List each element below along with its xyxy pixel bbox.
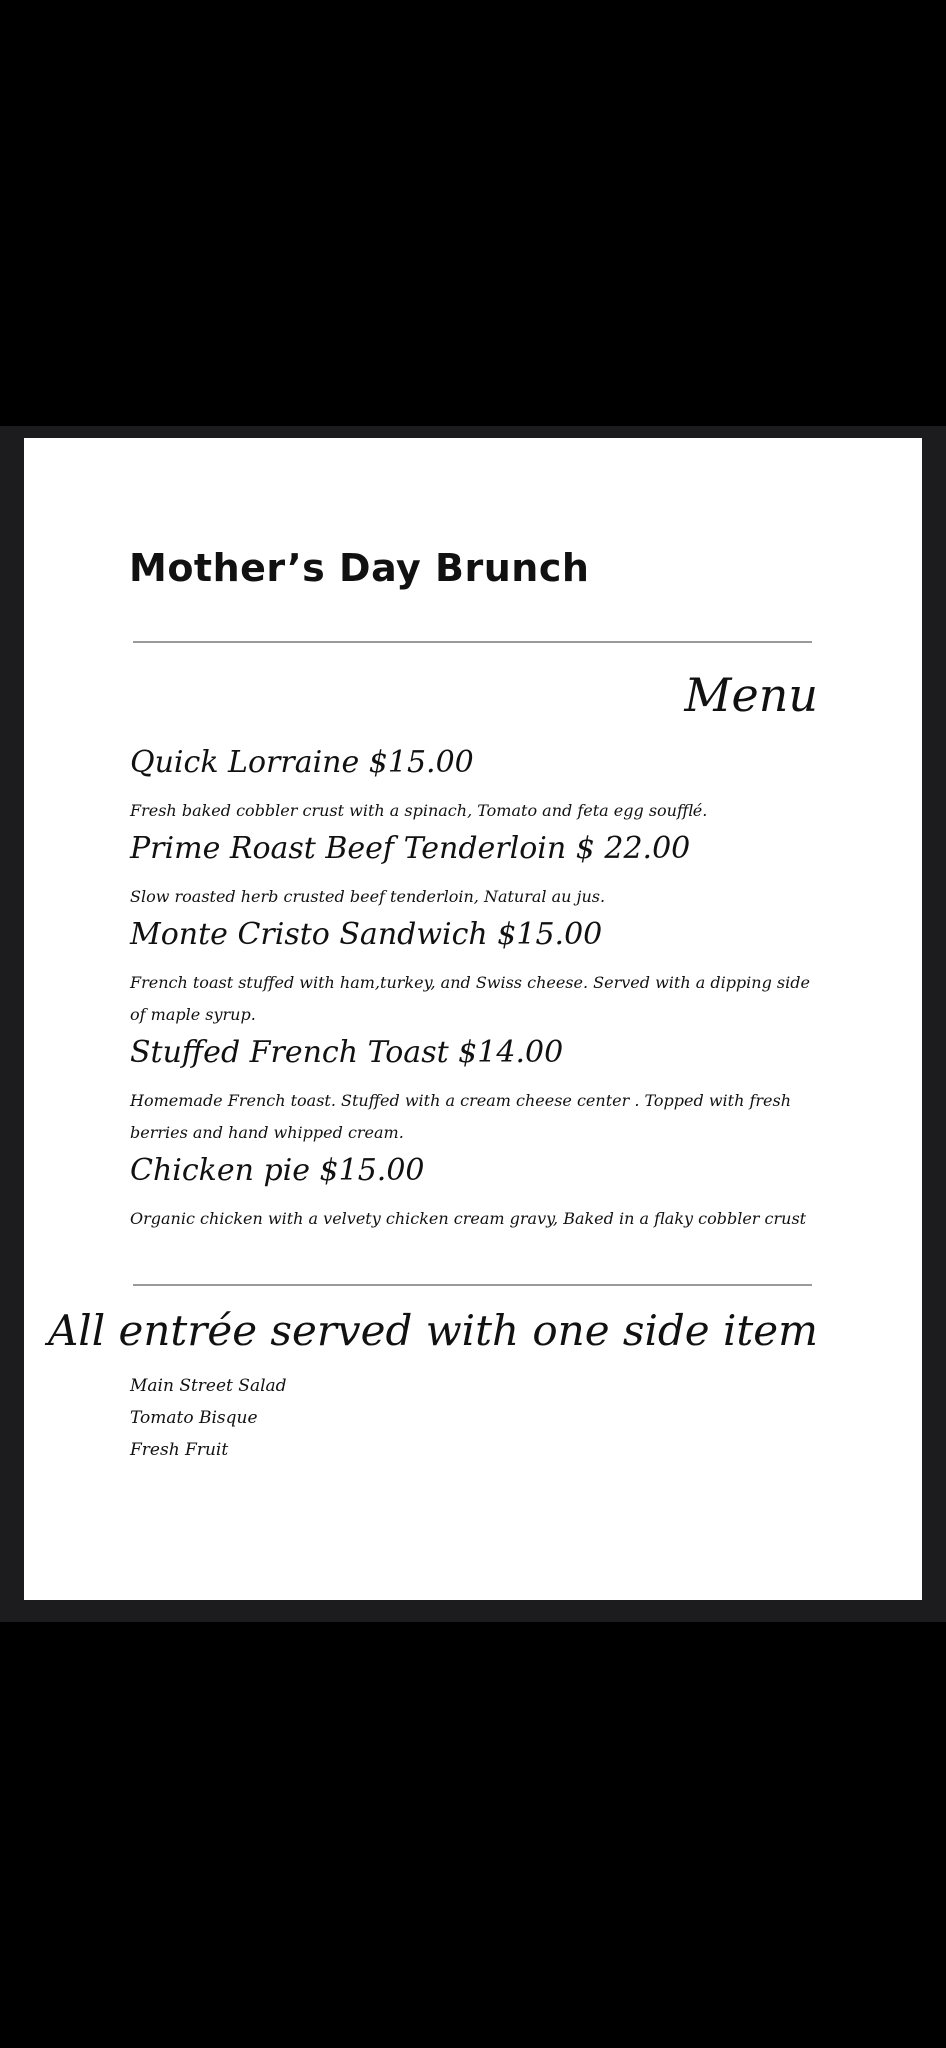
menu-item-name: Stuffed French Toast $14.00 [130, 1035, 564, 1070]
menu-item-name: Chicken pie $15.00 [130, 1153, 425, 1188]
menu-item [130, 1033, 820, 1149]
menu-item [130, 743, 820, 827]
menu-item-description: French toast stuffed with ham,turkey, and Swiss cheese. Served with a dipping side of maple syrup. [130, 973, 810, 1024]
menu-page [24, 438, 922, 1600]
menu-item-name: Quick Lorraine $15.00 [130, 745, 474, 780]
side-item: Fresh Fruit [130, 1440, 229, 1460]
menu-items-list [130, 743, 820, 1237]
bottom-divider [133, 1284, 812, 1286]
menu-item-name: Monte Cristo Sandwich $15.00 [130, 917, 603, 952]
menu-item-name: Prime Roast Beef Tenderloin $ 22.00 [130, 831, 691, 866]
menu-item-description: Homemade French toast. Stuffed with a cream cheese center . Topped with fresh berries and hand whipped cream. [130, 1091, 792, 1142]
menu-item [130, 829, 820, 913]
sides-heading: All entrée served with one side item [47, 1306, 818, 1355]
menu-item [130, 915, 820, 1031]
side-item: Main Street Salad [130, 1376, 287, 1396]
page-title: Mother’s Day Brunch [129, 546, 590, 590]
menu-heading: Menu [684, 668, 818, 722]
side-item: Tomato Bisque [130, 1408, 258, 1428]
menu-item-description: Organic chicken with a velvety chicken cream gravy, Baked in a flaky cobbler crust [130, 1209, 807, 1228]
menu-item [130, 1151, 820, 1235]
menu-item-description: Slow roasted herb crusted beef tenderloin, Natural au jus. [130, 887, 606, 906]
menu-item-description: Fresh baked cobbler crust with a spinach, Tomato and feta egg soufflé. [130, 801, 708, 820]
top-divider [133, 641, 812, 643]
side-items-list [130, 1370, 287, 1466]
